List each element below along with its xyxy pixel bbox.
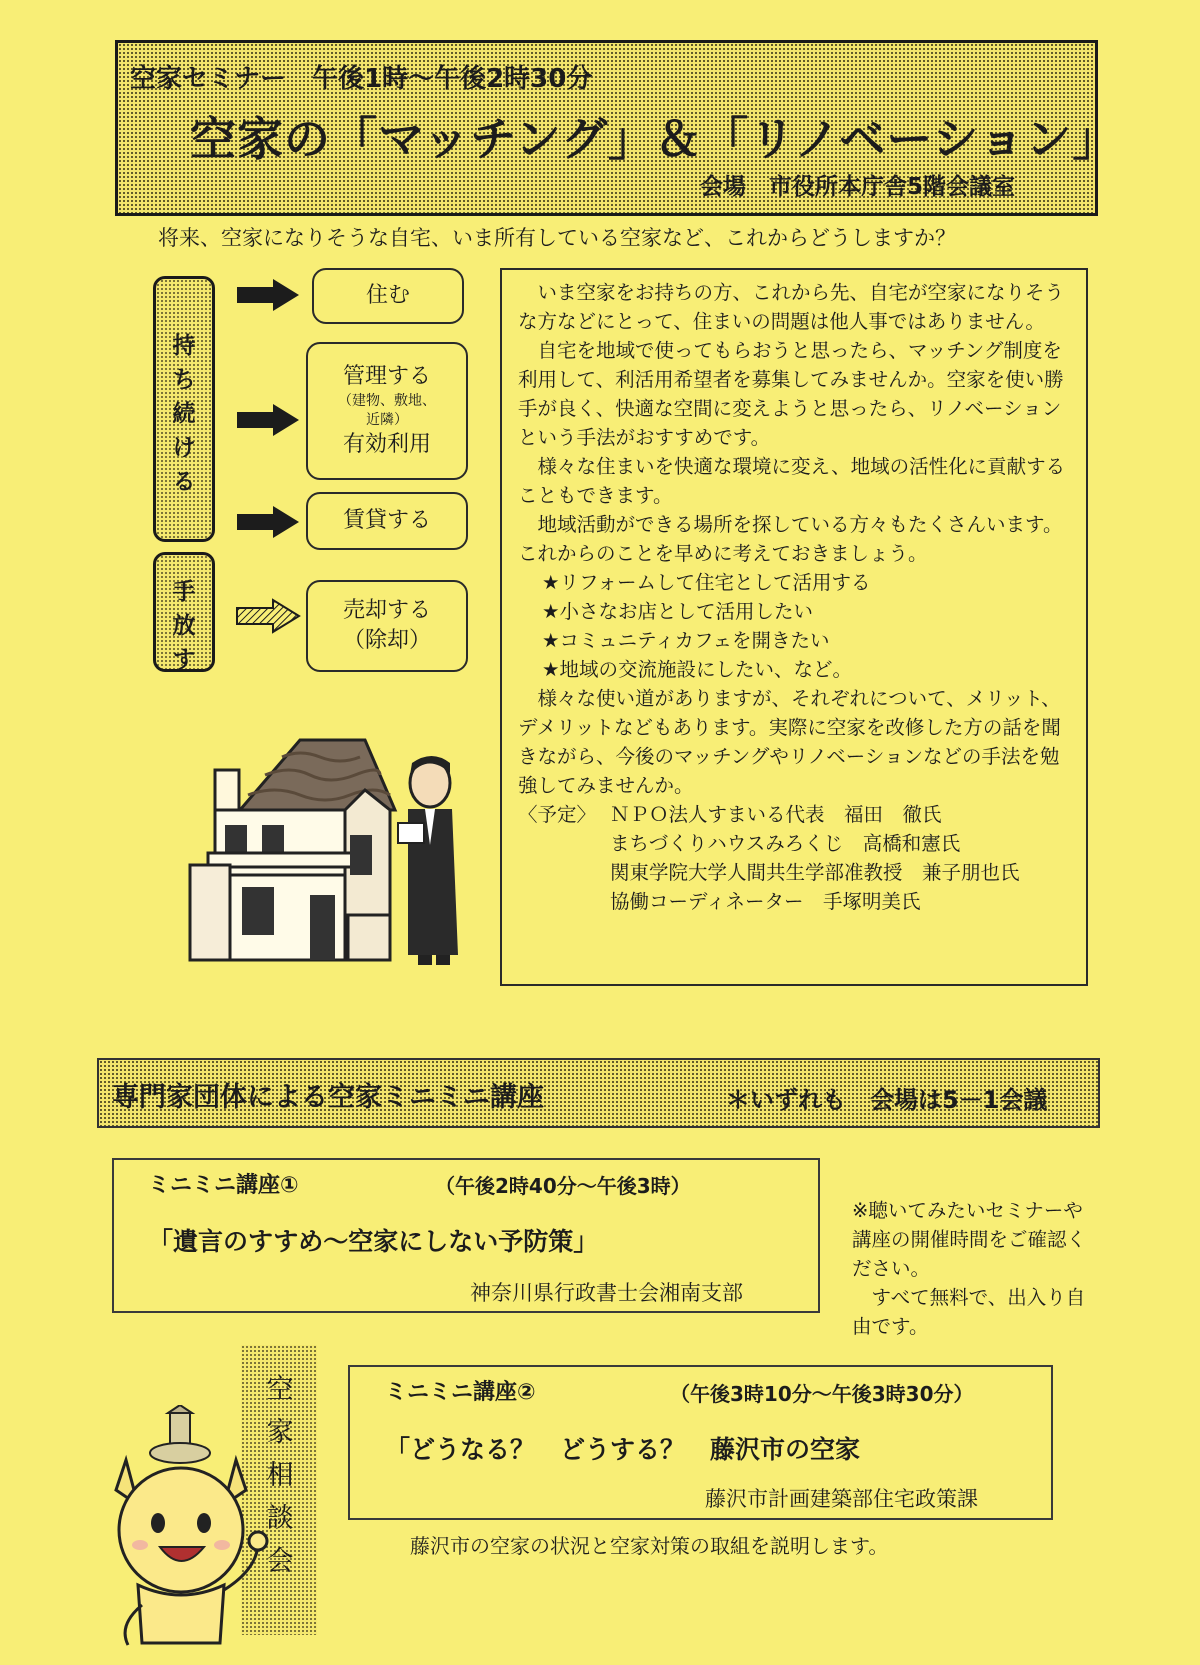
option-manage-label2: 有効利用	[342, 432, 431, 457]
lecture-2-title: 「どうなる？ どうする？ 藤沢市の空家	[385, 1435, 861, 1464]
speaker-list	[610, 800, 1020, 916]
release-label: 手放す	[172, 579, 196, 673]
desc-paragraph: 自宅を地域で使ってもらおうと思ったら、マッチング制度を利用して、利活用希望者を募集してみませんか。空家を使い勝手が良く、快適な空間に変えようと思ったら、リノベーションという手法がおすすめです。	[518, 339, 1064, 449]
lecture-2-org: 藤沢市計画建築部住宅政策課	[705, 1487, 978, 1511]
lecture-1-org: 神奈川県行政書士会湘南支部	[470, 1281, 743, 1305]
seminar-time: 空家セミナー 午後1時～午後2時30分	[130, 64, 593, 94]
description-box	[500, 268, 1088, 986]
schedule	[518, 800, 1074, 916]
desc-paragraph: いま空家をお持ちの方、これから先、自宅が空家になりそうな方などにとって、住まいの問題は他人事ではありません。	[518, 281, 1065, 333]
schedule-label: 〈予定〉	[518, 803, 597, 826]
star-item: ★リフォームして住宅として活用する	[542, 571, 871, 594]
option-sell-label2: （除却）	[342, 628, 431, 653]
lecture-2-time: （午後3時10分～午後3時30分）	[670, 1382, 974, 1406]
intro-question: 将来、空家になりそうな自宅、いま所有している空家など、これからどうしますか？	[158, 226, 956, 250]
arrow-manage-icon	[235, 402, 301, 438]
option-manage-label: 管理する	[342, 364, 431, 389]
lecture-2-label: ミニミニ講座②	[385, 1380, 536, 1405]
desc-paragraph: 地域活動ができる場所を探している方々もたくさんいます。これからのことを早めに考えておきましょう。	[518, 513, 1063, 565]
speaker: ＮＰＯ法人すまいる代表 福田 徹氏	[610, 803, 942, 826]
mascot-illustration	[108, 1405, 278, 1655]
arrow-rent-icon	[235, 504, 301, 540]
consult-label: 空家相談会	[266, 1374, 294, 1577]
option-sell-label: 売却する	[342, 598, 431, 623]
lecture-1-time: （午後2時40分～午後3時）	[435, 1174, 691, 1198]
house-illustration	[150, 735, 480, 970]
desc-closing: 様々な使い道がありますが、それぞれについて、メリット、デメリットなどもあります。実際に空家を改修した方の話を聞きながら、今後のマッチングやリノベーションなどの手法を勉強してみませんか。	[518, 687, 1061, 797]
option-rent	[306, 492, 468, 550]
seminar-venue: 会場 市役所本庁舎5階会議室	[700, 174, 1016, 200]
option-manage	[306, 342, 468, 480]
option-rent-label: 賃貸する	[342, 508, 431, 533]
mini-lecture-title: 専門家団体による空家ミニミニ講座	[112, 1082, 544, 1113]
side-note-line: ※聴いてみたいセミナーや講座の開催時間をご確認ください。	[852, 1199, 1087, 1280]
star-item: ★地域の交流施設にしたい、など。	[542, 658, 852, 681]
speaker: 協働コーディネーター 手塚明美氏	[610, 890, 921, 913]
lecture-2-description: 藤沢市の空家の状況と空家対策の取組を説明します。	[410, 1534, 889, 1558]
option-sell	[306, 580, 468, 672]
keep-label-box	[153, 276, 215, 542]
side-note-line: すべて無料で、出入り自由です。	[852, 1286, 1086, 1338]
side-note	[852, 1196, 1092, 1341]
seminar-title: 空家の「マッチング」＆「リノベーション」	[190, 112, 1120, 166]
keep-label: 持ち続ける	[172, 333, 196, 495]
option-manage-sub: （建物、敷地、近隣）	[338, 393, 436, 428]
speaker: 関東学院大学人間共生学部准教授 兼子朋也氏	[610, 861, 1020, 884]
lecture-1-label: ミニミニ講座①	[148, 1173, 299, 1198]
desc-paragraph: 様々な住まいを快適な環境に変え、地域の活性化に貢献することもできます。	[518, 455, 1066, 507]
lecture-1-title: 「遺言のすすめ～空家にしない予防策」	[148, 1227, 599, 1256]
mini-lecture-venue-note: ＊いずれも 会場は5－1会議	[726, 1086, 1048, 1114]
star-item: ★小さなお店として活用したい	[542, 600, 813, 623]
speaker: まちづくりハウスみろくじ 高橋和憲氏	[610, 832, 961, 855]
release-label-box	[153, 552, 215, 672]
star-item: ★コミュニティカフェを開きたい	[542, 629, 830, 652]
option-live-label: 住む	[365, 283, 410, 308]
option-live	[312, 268, 464, 324]
arrow-live-icon	[235, 277, 301, 313]
arrow-sell-icon	[235, 598, 301, 634]
